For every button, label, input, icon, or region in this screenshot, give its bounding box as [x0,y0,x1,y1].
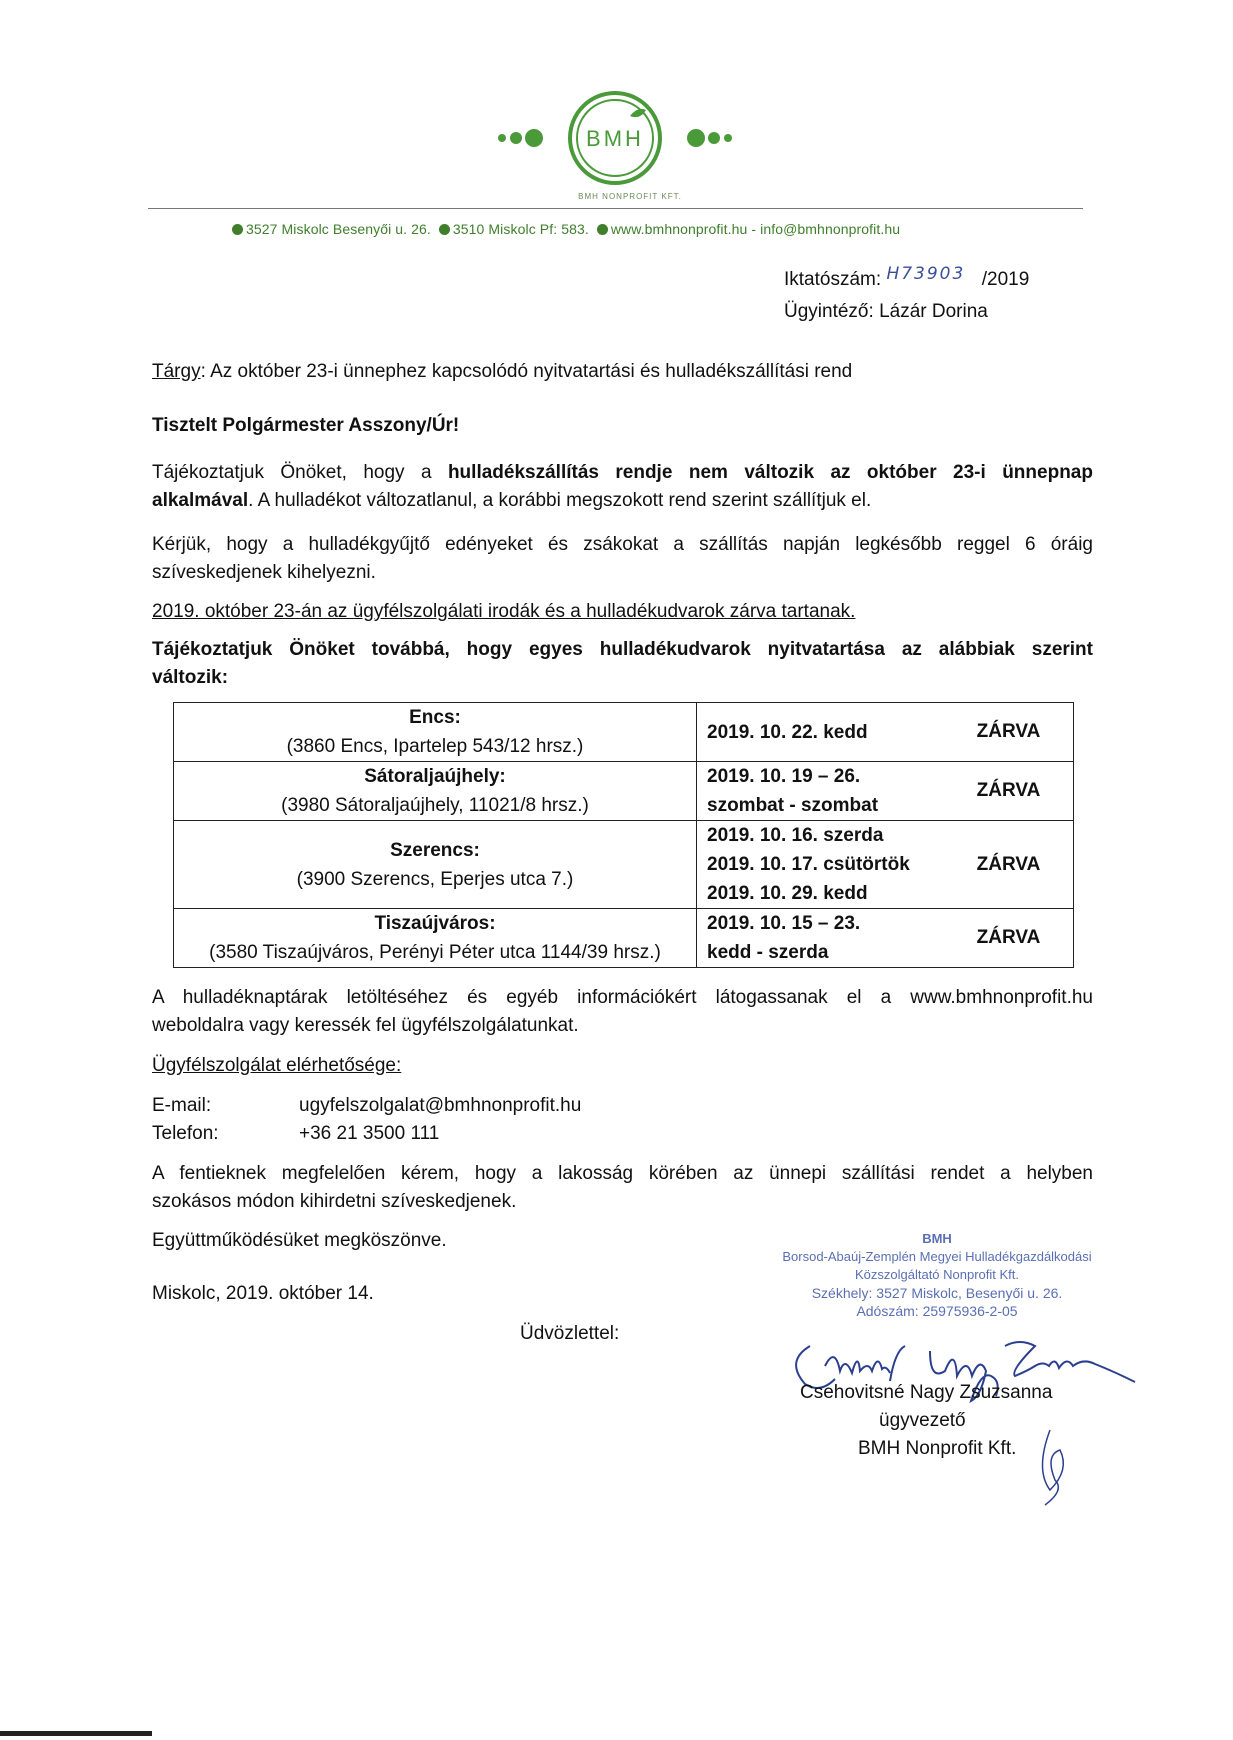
location-name: Szerencs: [390,839,480,861]
company-stamp [752,1230,1122,1320]
bullet-icon [597,224,608,235]
contact-heading [152,1052,401,1080]
subject-label: Tárgy [152,361,201,382]
stamp-line: Borsod-Abaúj-Zemplén Megyei Hulladékgazdálkodási [782,1249,1092,1264]
reference-year: /2019 [981,269,1030,290]
handler-name: Lázár Dorina [879,301,988,322]
table-row [174,821,1074,909]
location-cell [174,821,697,909]
dates-cell [697,821,945,909]
p1-bold: hulladékszállítás rendje nem változik az október 23-i ünnepnap [447,462,1093,483]
table-row [174,909,1074,968]
table-row [174,703,1074,762]
status-cell: ZÁRVA [944,703,1074,762]
location-cell [174,909,697,968]
signatory-company: BMH Nonprofit Kft. [858,1438,1017,1459]
bullet-icon [232,224,243,235]
date-line: 2019. 10. 22. kedd [707,721,868,743]
paragraph-5-line-1: A fentieknek megfelelően kérem, hogy a lakosság körében az ünnepi szállítási rendet a helyben [152,1163,1093,1184]
date-line: 2019. 10. 16. szerda [707,825,884,846]
table-row [174,762,1074,821]
scan-edge-mark [0,1731,152,1736]
location-address: (3580 Tiszaújváros, Perényi Péter utca 1144/39 hrsz.) [209,942,661,963]
header-email-link[interactable]: info@bmhnonprofit.hu [760,221,901,237]
location-cell [174,703,697,762]
schedule-table [173,702,1074,968]
date-line: 2019. 10. 19 – 26. [707,766,861,787]
separator: - [751,221,757,237]
bmh-logo-icon [490,86,740,196]
location-name: Tiszaújváros: [374,913,496,934]
signatory-title: ügyvezető [879,1410,966,1431]
location-address: (3860 Encs, Ipartelep 543/12 hrsz.) [286,736,584,757]
subject-line [152,358,852,386]
closed-notice-text: 2019. október 23-án az ügyfélszolgálati irodák és a hulladékudvarok zárva tartanak. [152,601,856,622]
paragraph-3-line-2: változik: [152,667,229,688]
date-line: 2019. 10. 17. csütörtök [707,854,910,875]
status-cell: ZÁRVA [944,762,1074,821]
place-date: Miskolc, 2019. október 14. [152,1283,374,1304]
dates-cell [697,762,945,821]
greeting: Üdvözlettel: [520,1323,620,1344]
phone-label: Telefon: [152,1123,219,1144]
company-small-name: BMH NONPROFIT KFT. [578,192,682,201]
closed-notice [152,598,855,626]
status-cell: ZÁRVA [944,821,1074,909]
p1-bold-2: alkalmával [152,490,249,511]
email-label: E-mail: [152,1095,212,1116]
logo-text: BMH [586,126,644,151]
salutation: Tisztelt Polgármester Asszony/Úr! [152,415,460,436]
dates-cell [697,703,945,762]
header-divider [148,208,1083,209]
paragraph-4-line-1: A hulladéknaptárak letöltéséhez és egyéb információkért látogassanak el a www.bmhnonprofit.hu [152,987,1093,1008]
dates-cell [697,909,945,968]
handler-label: Ügyintéző: [784,301,874,322]
subject-text: : Az október 23-i ünnephez kapcsolódó nyitvatartási és hulladékszállítási rend [200,361,853,382]
contact-phone: +36 21 3500 111 [299,1123,440,1144]
paragraph-1-line-1 [152,459,1093,487]
handwritten-reference: H73903 [886,264,966,284]
initials-icon [1030,1420,1080,1520]
paragraph-2-line-1: Kérjük, hogy a hulladékgyűjtő edényeket és zsákokat a szállítás napján legkésőbb reggel 6 óráig [152,534,1093,555]
header-web-link[interactable]: www.bmhnonprofit.hu [610,221,748,237]
paragraph-3-line-1: Tájékoztatjuk Önöket továbbá, hogy egyes hulladékudvarok nyitvatartása az alábbiak szerint [152,639,1093,660]
contact-heading-text: Ügyfélszolgálat elérhetősége: [152,1055,402,1076]
location-cell [174,762,697,821]
p1-text-2: . A hulladékot változatlanul, a korábbi megszokott rend szerint szállítjuk el. [248,490,872,511]
bullet-icon [439,224,450,235]
header-contact-line [232,220,900,238]
p1-text: Tájékoztatjuk Önöket, hogy a [152,462,448,483]
location-name: Sátoraljaújhely: [364,766,506,787]
location-name: Encs: [409,707,461,728]
thanks-line: Együttműködésüket megköszönve. [152,1230,447,1251]
stamp-line: BMH [922,1231,952,1246]
status-cell: ZÁRVA [944,909,1074,968]
address-2: 3510 Miskolc Pf: 583. [452,221,589,237]
location-address: (3900 Szerencs, Eperjes utca 7.) [296,868,574,890]
date-line: 2019. 10. 15 – 23. [707,913,861,934]
address-1: 3527 Miskolc Besenyői u. 26. [246,221,431,237]
date-line: szombat - szombat [707,795,879,816]
stamp-line: Adószám: 25975936-2-05 [856,1303,1018,1319]
paragraph-5-line-2: szokásos módon kihirdetni szíveskedjenek. [152,1191,517,1212]
company-logo [490,86,740,206]
date-line: 2019. 10. 29. kedd [707,883,868,904]
handler-line [784,298,988,326]
paragraph-4-line-2: weboldalra vagy keressék fel ügyfélszolgálatunkat. [152,1015,579,1036]
contact-email-link[interactable]: ugyfelszolgalat@bmhnonprofit.hu [299,1095,582,1116]
date-line: kedd - szerda [707,942,829,963]
reference-number-line [784,266,1029,294]
paragraph-2-line-2: szíveskedjenek kihelyezni. [152,562,376,583]
stamp-line: Közszolgáltató Nonprofit Kft. [854,1267,1020,1282]
paragraph-1-line-2 [152,487,871,515]
stamp-line: Székhely: 3527 Miskolc, Besenyői u. 26. [811,1285,1063,1301]
reference-label: Iktatószám: [784,269,882,290]
location-address: (3980 Sátoraljaújhely, 11021/8 hrsz.) [281,795,589,816]
signatory-name: Csehovitsné Nagy Zsuzsanna [800,1382,1053,1403]
